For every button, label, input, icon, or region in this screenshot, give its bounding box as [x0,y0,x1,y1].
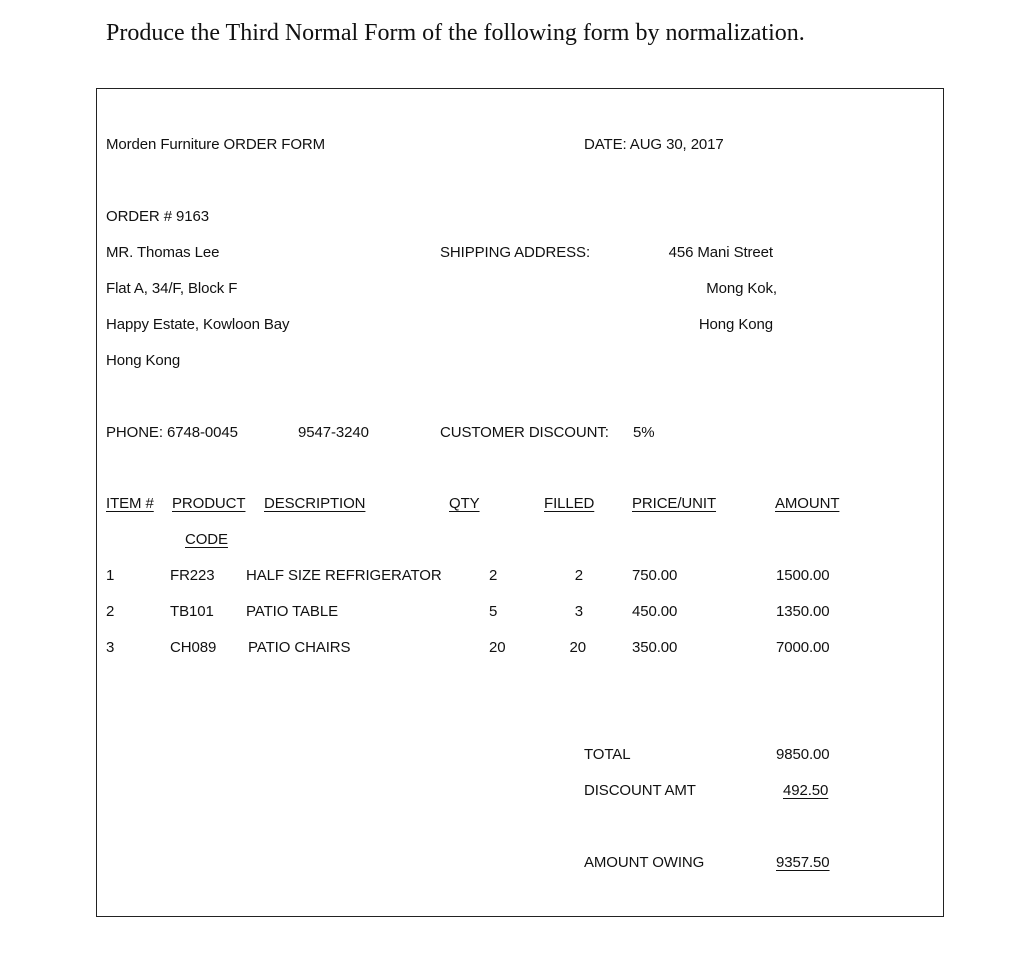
amount-owing-value: 9357.50 [776,854,830,871]
column-code-header: CODE [185,531,228,548]
shipping-address-label: SHIPPING ADDRESS: [440,244,591,261]
column-item-header: ITEM # [106,495,154,512]
row2-amount: 1350.00 [776,603,830,620]
row1-code: FR223 [170,567,215,584]
amount-owing-label: AMOUNT OWING [584,854,705,871]
row3-price: 350.00 [632,639,678,656]
column-product-header: PRODUCT [172,495,246,512]
column-description-header: DESCRIPTION [264,495,366,512]
customer-address-line3: Hong Kong [106,352,181,369]
form-title: Morden Furniture ORDER FORM [106,136,326,153]
row2-filled: 3 [574,603,583,620]
column-price-header: PRICE/UNIT [632,495,717,512]
customer-address-line1: Flat A, 34/F, Block F [106,280,238,297]
row3-filled: 20 [569,639,586,656]
row3-qty: 20 [489,639,506,656]
row3-item: 3 [106,639,115,656]
customer-discount-label: CUSTOMER DISCOUNT: [440,424,609,441]
row2-description: PATIO TABLE [246,603,338,620]
row2-code: TB101 [170,603,214,620]
row2-item: 2 [106,603,115,620]
discount-amount-label: DISCOUNT AMT [584,782,696,799]
shipping-address-line2: Mong Kok, [706,280,777,297]
row2-price: 450.00 [632,603,678,620]
shipping-address-line1: 456 Mani Street [668,244,773,261]
row1-qty: 2 [489,567,498,584]
instruction-heading: Produce the Third Normal Form of the following form by normalization. [106,20,805,46]
discount-amount-value: 492.50 [783,782,829,799]
total-value: 9850.00 [776,746,830,763]
column-filled-header: FILLED [544,495,595,512]
order-number: ORDER # 9163 [106,208,210,225]
customer-address-line2: Happy Estate, Kowloon Bay [106,316,290,333]
row1-amount: 1500.00 [776,567,830,584]
phone-secondary: 9547-3240 [298,424,369,441]
row1-filled: 2 [574,567,583,584]
row3-code: CH089 [170,639,217,656]
row2-qty: 5 [489,603,498,620]
row3-amount: 7000.00 [776,639,830,656]
order-date: DATE: AUG 30, 2017 [584,136,724,153]
customer-discount-value: 5% [633,424,655,441]
phone-primary: PHONE: 6748-0045 [106,424,238,441]
row1-description: HALF SIZE REFRIGERATOR [246,567,442,584]
column-qty-header: QTY [449,495,480,512]
row1-item: 1 [106,567,115,584]
row1-price: 750.00 [632,567,678,584]
row3-description: PATIO CHAIRS [248,639,351,656]
customer-name: MR. Thomas Lee [106,244,220,261]
total-label: TOTAL [584,746,631,763]
column-amount-header: AMOUNT [775,495,840,512]
shipping-address-line3: Hong Kong [698,316,773,333]
